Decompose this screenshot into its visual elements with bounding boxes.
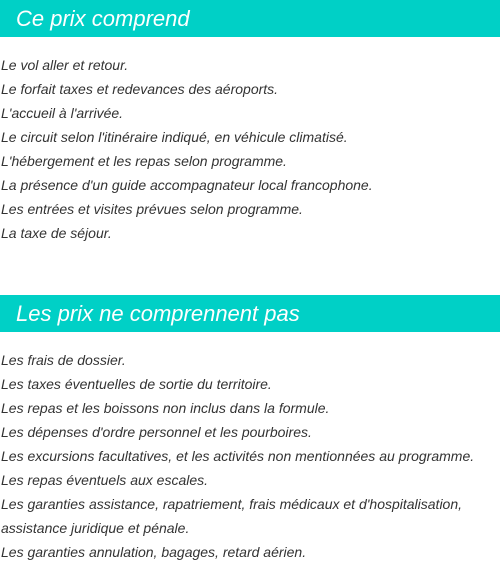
list-item: Les excursions facultatives, et les activités non mentionnées au programme.: [1, 448, 475, 464]
list-item: Le vol aller et retour.: [1, 57, 129, 73]
list-item: Le circuit selon l'itinéraire indiqué, en véhicule climatisé.: [1, 129, 348, 145]
list-item: Les repas éventuels aux escales.: [1, 472, 209, 488]
list-item: Les dépenses d'ordre personnel et les pourboires.: [1, 424, 312, 440]
list-item: La présence d'un guide accompagnateur local francophone.: [1, 177, 373, 193]
section-title-excludes: Les prix ne comprennent pas: [0, 295, 500, 332]
list-item: Les garanties assistance, rapatriement, frais médicaux et d'hospitalisation, assistance juridique et pénale.: [1, 496, 463, 536]
list-item: Les entrées et visites prévues selon programme.: [1, 201, 303, 217]
list-item: L'hébergement et les repas selon programme.: [1, 153, 287, 169]
list-item: Les taxes éventuelles de sortie du territoire.: [1, 376, 272, 392]
includes-list: [0, 53, 500, 245]
excludes-list: [0, 348, 500, 564]
list-item: Les repas et les boissons non inclus dans la formule.: [1, 400, 330, 416]
list-item: L'accueil à l'arrivée.: [1, 105, 124, 121]
section-title-includes: Ce prix comprend: [0, 0, 500, 37]
list-item: Les garanties annulation, bagages, retard aérien.: [1, 544, 307, 560]
section-price-includes: [0, 0, 500, 245]
list-item: Le forfait taxes et redevances des aéroports.: [1, 81, 279, 97]
list-item: La taxe de séjour.: [1, 225, 112, 241]
section-price-excludes: [0, 295, 500, 564]
list-item: Les frais de dossier.: [1, 352, 126, 368]
